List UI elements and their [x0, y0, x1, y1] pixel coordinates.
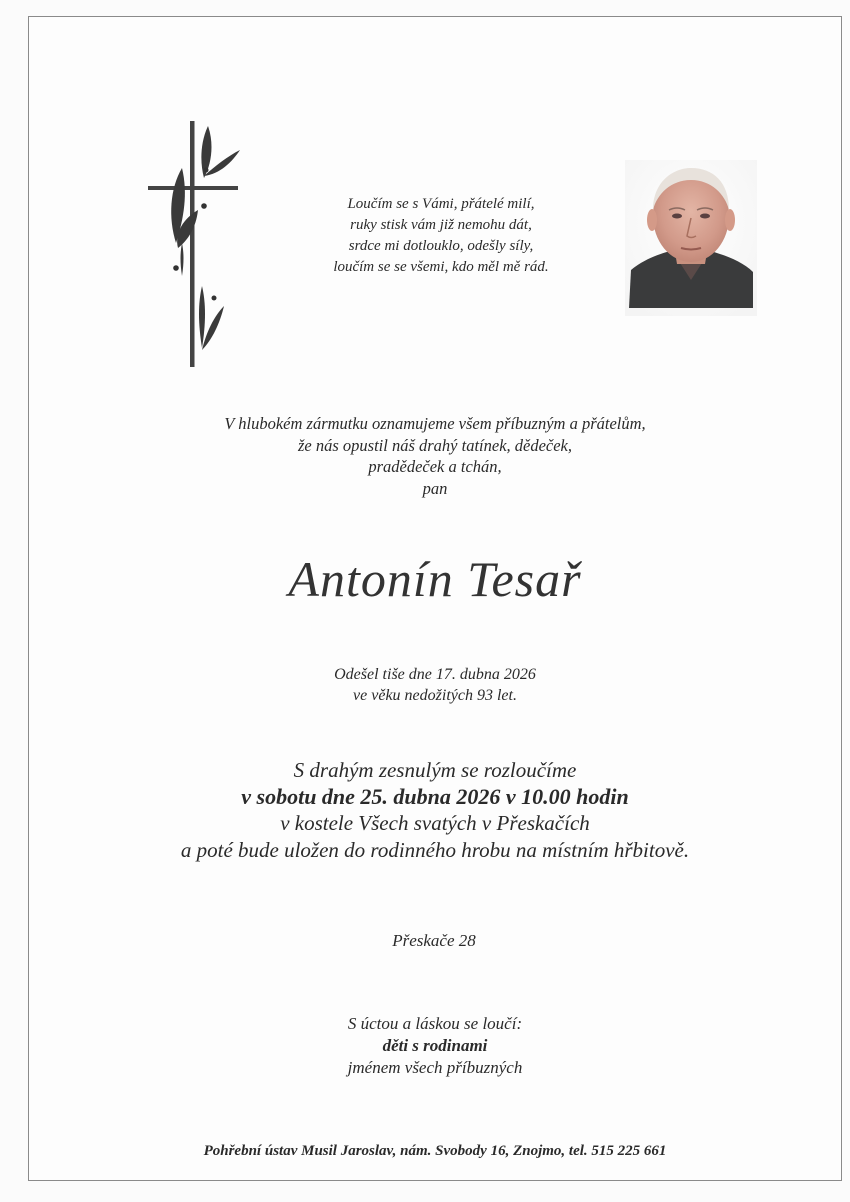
- funeral-home-footer: Pohřební ústav Musil Jaroslav, nám. Svobody 16, Znojmo, tel. 515 225 661: [203, 1143, 667, 1159]
- farewell-closing: jménem všech příbuzných: [347, 1058, 523, 1077]
- deceased-name: Antonín Tesař: [288, 551, 582, 607]
- funeral-datetime: v sobotu dne 25. dubna 2026 v 10.00 hodin: [241, 783, 629, 809]
- farewell: [250, 1013, 620, 1079]
- portrait-photo: [625, 160, 757, 316]
- announcement-line: pan: [422, 478, 448, 498]
- poem-line: ruky stisk vám již nemohu dát,: [350, 217, 532, 233]
- announcement-line: V hlubokém zármutku oznamujeme všem příbuzným a přátelům,: [224, 414, 646, 433]
- burial-info: a poté bude uložen do rodinného hrobu na místním hřbitově.: [180, 837, 690, 862]
- mourners: děti s rodinami: [382, 1036, 488, 1055]
- poem-line: loučím se se všemi, kdo měl mě rád.: [333, 259, 549, 275]
- announcement-line: že nás opustil náš drahý tatínek, dědeček,: [297, 435, 573, 455]
- cross-with-leaves-icon: [140, 118, 250, 370]
- death-date: Odešel tiše dne 17. dubna 2026: [334, 666, 536, 683]
- funeral-info: [100, 757, 770, 863]
- announcement: [150, 413, 720, 499]
- age-at-death: ve věku nedožitých 93 let.: [353, 687, 517, 704]
- funeral-intro: S drahým zesnulým se rozloučíme: [293, 758, 577, 782]
- death-info: [250, 664, 620, 706]
- funeral-location: v kostele Všech svatých v Přeskačích: [280, 811, 590, 835]
- announcement-line: pradědeček a tchán,: [368, 457, 502, 476]
- farewell-intro: S úctou a láskou se loučí:: [347, 1014, 523, 1033]
- poem: [296, 194, 586, 278]
- poem-line: srdce mi dotlouklo, odešly síly,: [348, 238, 534, 254]
- address: Přeskače 28: [392, 931, 476, 950]
- poem-line: Loučím se s Vámi, přátelé milí,: [347, 196, 535, 212]
